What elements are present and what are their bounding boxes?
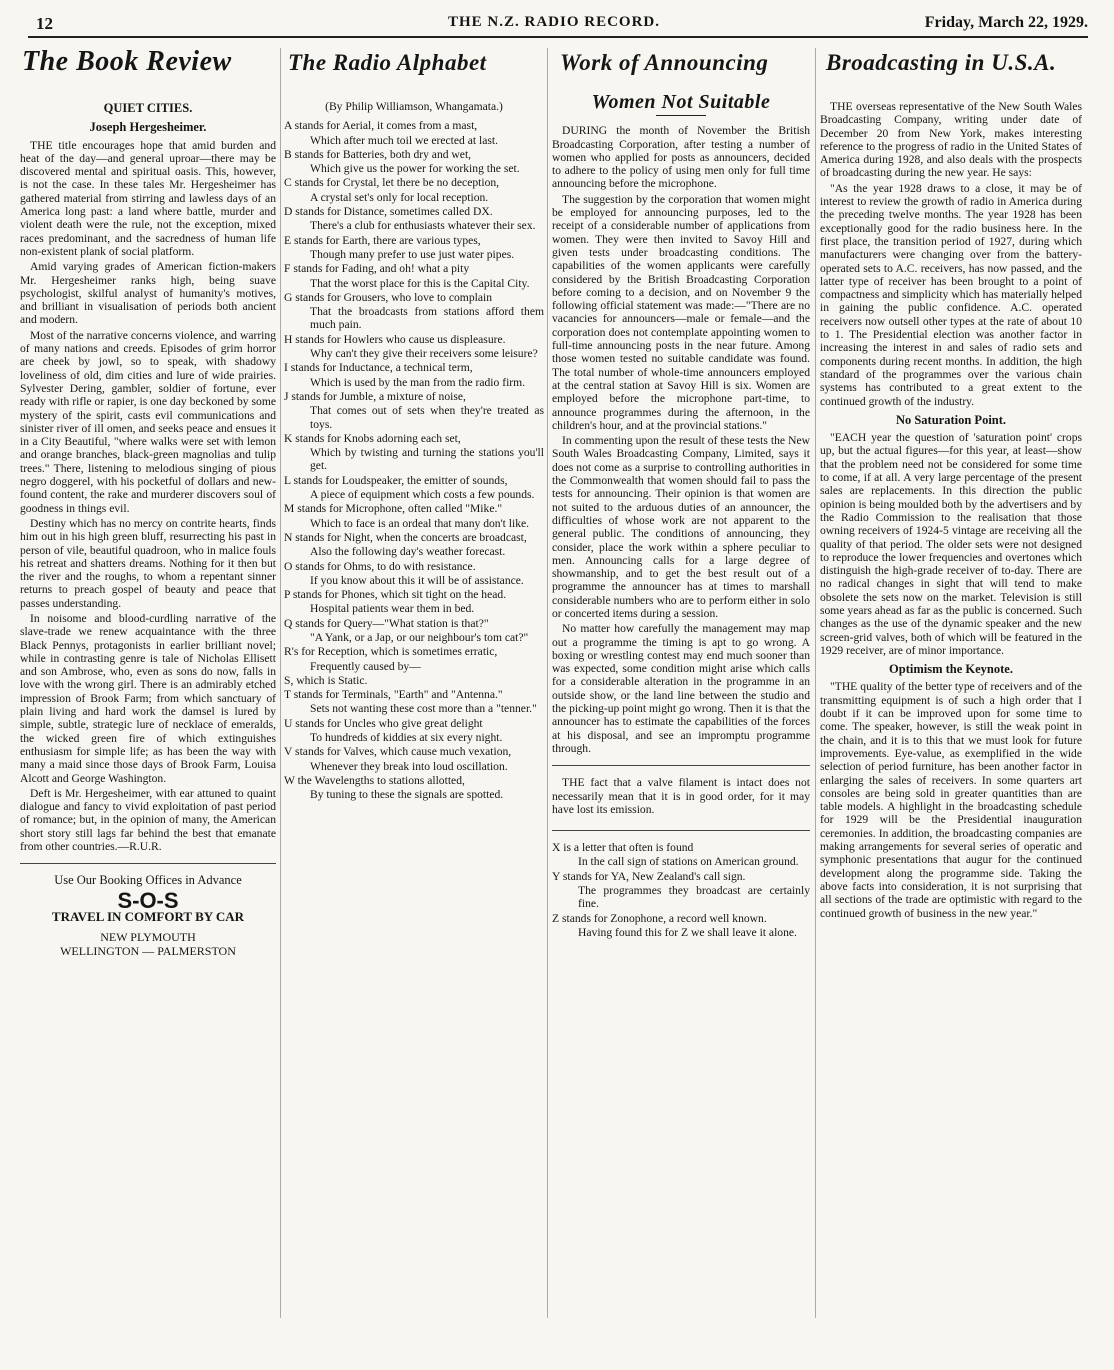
- alphabet-entry-continuation: Sets not wanting these cost more than a "tenner.": [310, 702, 537, 716]
- alphabet-entry: W the Wavelengths to stations allotted,: [284, 773, 465, 787]
- ad-brand: S-O-S: [117, 887, 179, 913]
- alphabet-entry: V stands for Valves, which cause much vexation,: [284, 745, 512, 759]
- paragraph: "THE quality of the better type of receivers and of the transmitting equipment is of such a high order that I doubt if it can be improved upon for some time to come. The speaker, however, is still the weak point in the chain, and it is to this that we must look for future improvements. Eye-value, as exemplified in the wide selection of period furniture, has been another factor in enlarging the sales of receivers. In some quarters art consoles are being sold in greater quantities than are table models. A highlight in the broadcasting schedule for 1929 will be the Presidential inauguration ceremonies. In addition, the broadcasting companies are making arrangements for several series of operatic and symphonic presentations that augur for the continued development along the programme side. Taking the above facts into consideration, it is not surprising that all sections of the trade are optimistic with regard to the continued growth of business in the new year.": [820, 680, 1082, 920]
- alphabet-entry-continuation: Having found this for Z we shall leave it alone.: [578, 925, 797, 939]
- alphabet-entry-continuation: Also the following day's weather forecast.: [310, 545, 506, 559]
- paragraph: Amid varying grades of American fiction-makers Mr. Hergesheimer ranks high, being suave psychologist, skilful analyst of humanity's motives, and brilliant in visualisation of periods both ancient and modern.: [20, 260, 276, 327]
- book-author: Joseph Hergesheimer.: [89, 120, 207, 135]
- alphabet-entry-continuation: The programmes they broadcast are certainly fine.: [578, 884, 810, 911]
- alphabet-entry-continuation: That the worst place for this is the Capital City.: [310, 276, 530, 290]
- alphabet-entry: K stands for Knobs adorning each set,: [284, 431, 461, 445]
- alphabet-entry: A stands for Aerial, it comes from a mast,: [284, 119, 478, 133]
- alphabet-entry-continuation: Why can't they give their receivers some leisure?: [310, 347, 538, 361]
- alphabet-entry: Z stands for Zonophone, a record well known.: [552, 911, 767, 925]
- paragraph: THE title encourages hope that amid burden and heat of the day—and general uproar—there may be discovered mental and spiritual oasis. This, however, is not the case. In these tales Mr. Hergesheimer has gathered material from stirring and lawless days of an America long past: a land where battle, murder and violent death were the rule, not the exception, mixed races predominant, and the sacredness of human life non-existent plank of social platform.: [20, 138, 276, 258]
- alphabet-entry: X is a letter that often is found: [552, 841, 694, 855]
- alphabet-heading: The Radio Alphabet: [288, 50, 487, 75]
- alphabet-entry-continuation: "A Yank, or a Jap, or our neighbour's tom cat?": [310, 630, 529, 644]
- divider: [20, 863, 276, 864]
- alphabet-entry: L stands for Loudspeaker, the emitter of sounds,: [284, 473, 508, 487]
- alphabet-column: [284, 100, 544, 803]
- alphabet-entry-continuation: Frequently caused by—: [310, 659, 421, 673]
- masthead-rule: [28, 36, 1088, 38]
- alphabet-entry: E stands for Earth, there are various types,: [284, 233, 481, 247]
- alphabet-entry-continuation: If you know about this it will be of assistance.: [310, 573, 524, 587]
- alphabet-entry: M stands for Microphone, often called "Mike.": [284, 502, 503, 516]
- alphabet-entry: G stands for Grousers, who love to complain: [284, 290, 493, 304]
- usa-body-optimism: [820, 680, 1082, 919]
- alphabet-list-continued: [552, 841, 810, 939]
- usa-subhead-optimism: Optimism the Keynote.: [889, 662, 1013, 677]
- alphabet-entry-continuation: Which is used by the man from the radio firm.: [310, 375, 526, 389]
- paragraph: "As the year 1928 draws to a close, it may be of interest to review the growth of radio in America during the preceding twelve months. The year 1928 has been exceptionally good for the radio business here. In the first place, the transition period of 1927, during which manufacturers were changing over from the battery-operated sets to A.C. receivers, has now passed, and the latter type of receiver has been brought to a point of compactness and simplicity which has materially helped in gaining the public confidence. A.C. operated receivers now outsell other types at the rate of about 10 to 1. The Presidential election was another factor in increasing the interest in and sales of radio sets and components during recent months. In addition, the high standard of the programmes over the various chain systems has contributed to a great extent to the continued growth of the industry.: [820, 181, 1082, 408]
- ad-line: Use Our Booking Offices in Advance: [54, 873, 242, 888]
- alphabet-entry-continuation: In the call sign of stations on American ground.: [578, 855, 799, 869]
- issue-date: Friday, March 22, 1929.: [924, 14, 1088, 31]
- column-rule: [815, 48, 816, 1318]
- announcing-heading: Work of Announcing: [560, 50, 769, 75]
- alphabet-entry: D stands for Distance, sometimes called DX.: [284, 205, 493, 219]
- divider: [552, 830, 810, 831]
- alphabet-entry-continuation: That comes out of sets when they're treated as toys.: [310, 404, 544, 431]
- alphabet-entry-continuation: That the broadcasts from stations afford them much pain.: [310, 305, 544, 332]
- ad-cities-2: WELLINGTON — PALMERSTON: [60, 943, 236, 958]
- alphabet-entry: U stands for Uncles who give great delight: [284, 716, 483, 730]
- alphabet-entry-continuation: Which by twisting and turning the stations you'll get.: [310, 446, 544, 473]
- paragraph: Deft is Mr. Hergesheimer, with ear attuned to quaint dialogue and fancy to vivid exploitation of past period of romance; but, in the opinion of many, the American short story still lags far behind the best that emanate from other countries.—R.U.R.: [20, 786, 276, 854]
- paragraph: No matter how carefully the management may map out a programme the timing is apt to go wrong. A boxing or wrestling contest may end much sooner than was expected, some condition might arise which calls for a considerable alteration in the programme in an outside show, or the land line between the studio and the picking-up point might go wrong. Then it is that the announcer has to estimate the capabilities of the forces at his disposal, and see an impromptu programme through.: [552, 622, 810, 755]
- paragraph: Destiny which has no mercy on contrite hearts, finds him out in his high green bluff, resurrecting his past in person of vile, beautiful quadroon, who in malice fouls his retreat and shatters dreams. Nothing for it then but the river and the roughs, to whom a repentant sinner returns to preach gospel of beauty and peace that passes understanding.: [20, 516, 276, 610]
- alphabet-byline: (By Philip Williamson, Whangamata.): [325, 100, 503, 113]
- alphabet-entry: J stands for Jumble, a mixture of noise,: [284, 389, 466, 403]
- alphabet-entry: C stands for Crystal, let there be no deception,: [284, 176, 500, 190]
- book-review-heading: The Book Review: [22, 46, 232, 77]
- paragraph: In noisome and blood-curdling narrative of the slave-trade we renew acquaintance with the three Black Pennys, protagonists in earlier brilliant novel; while in contrasting genre is tale of Nicholas Ellisett and son Ambrose, who, even as sons do now, falls in love with the wrong girl. There is an admirably etched impression of Brook Farm; from which sanctuary of plain living and hard work the damsel is lured by simple, subtle, strategic lure of necklace of emeralds, the wicked green fire of which extinguishes enthusiasm for simple life; as has been the way with many a maid since those days of Brook Farm, Louisa Alcott and George Washington.: [20, 611, 276, 785]
- book-review-body: [20, 139, 276, 854]
- paper-name: THE N.Z. RADIO RECORD.: [448, 14, 661, 30]
- ad-tagline: TRAVEL IN COMFORT BY CAR: [51, 908, 245, 924]
- alphabet-entry-continuation: Which after much toil we erected at last.: [310, 133, 498, 147]
- usa-body: [820, 100, 1082, 408]
- paragraph: In commenting upon the result of these tests the New South Wales Broadcasting Company, Limited, says it does not come as a surprise to controlling authorities in the Commonwealth that women should fail to pass the tests for announcing. Their opinion is that women are not suited to the arduous duties of an announcer, the difficulties of whose work are not apparent to the general public. The conditions of announcing, they consider, place the work within a sphere peculiar to men. Announcing calls for a large degree of showmanship, and to get the best result out of a programme the announcer has at times to marshall considerable numbers who are to perform either in solo or concerted items during a session.: [552, 434, 810, 620]
- alphabet-entry-continuation: Which give us the power for working the set.: [310, 162, 520, 176]
- alphabet-entry-continuation: Hospital patients wear them in bed.: [310, 602, 475, 616]
- usa-column: [820, 100, 1082, 922]
- alphabet-entry: O stands for Ohms, to do with resistance.: [284, 559, 476, 573]
- book-title: QUIET CITIES.: [103, 101, 193, 115]
- column-rule: [547, 48, 548, 1318]
- paragraph: The suggestion by the corporation that women might be employed for announcing purposes, led to the receipt of a considerable number of applications from women. They were then invited to Savoy Hill and given tests under broadcasting conditions. The capabilities of the women applicants were carefully considered by the British Broadcasting Corporation before coming to a decision, and on November 9 the following official statement was made:—"There are no vacancies for announcers—male or female—and the corporation does not contemplate appointing women to full-time announcing posts in the near future. Among those women tested no suitable candidate was found. The total number of whole-time announcers employed at the central station at Savoy Hill is six. Women are employed before the microphone part-time, to announce programmes during the afternoon, in the children's hour, and at the provincial stations.": [552, 192, 810, 432]
- alphabet-entry-continuation: Though many prefer to use just water pipes.: [310, 247, 515, 261]
- alphabet-entry: F stands for Fading, and oh! what a pity: [284, 262, 470, 276]
- announcing-body: [552, 124, 810, 755]
- alphabet-list: [284, 119, 544, 801]
- paragraph: DURING the month of November the British Broadcasting Corporation, after testing a number of women who applied for posts as announcers, decided to adhere to the policy of using men only for full time announcing before the microphone.: [552, 124, 810, 191]
- paragraph: "EACH year the question of 'saturation point' crops up, but the actual figures—for this year, at least—show that the problem need not be considered for some time to come, if at all. A very large percentage of the present sales are replacements. In this direction the public opinion is being moulded both by the advertisers and by the Radio Commission to the realisation that those owning receivers of 1924-5 vintage are receiving all the quality of that period. The older sets were not designed to reproduce the lower frequencies and overtones which distinguish the high-grade receiver of to-day. There are no radical changes in sight that will tend to make obsolete the sets now on the market. Television is still some years ahead as far as the public is concerned. Such changes as the use of the dynamic speaker and the new screen-grid valves, both of which will be featured in the 1929 receiver, are of minor importance.: [820, 431, 1082, 657]
- alphabet-entry: H stands for Howlers who cause us displeasure.: [284, 332, 506, 346]
- advertisement: [20, 874, 276, 958]
- announcing-subheading: Women Not Suitable: [591, 91, 771, 113]
- ad-cities-1: NEW PLYMOUTH: [100, 929, 196, 944]
- usa-subhead-saturation: No Saturation Point.: [895, 412, 1007, 427]
- divider: [552, 765, 810, 766]
- book-review-column: [20, 96, 276, 958]
- alphabet-entry-continuation: There's a club for enthusiasts whatever their sex.: [310, 219, 536, 233]
- page-number: 12: [36, 14, 53, 33]
- alphabet-entry-continuation: Whenever they break into loud oscillation.: [310, 759, 508, 773]
- divider: [656, 115, 706, 116]
- paragraph: Most of the narrative concerns violence, and warring of many nations and creeds. Episodes of grim horror are cheek by jowl, so to speak, with shadowy loveliness of old, dim cities and lure of wide prairies. Sylvester Dering, gambler, soldier of fortune, ever ready with rifle or rapier, is one day beckoned by some mystery of the spirit, casts evil communications and sinister river of ill omen, and seeks peace and ensues it in a City Beautiful, "where walks were set with lemon and orange branches, black-green magnolias and tulip trees." There, listening to melodious singing of pious negro doggerel, with his pocketful of dollars and new-found content, the rake and murderer discovers soul of goodness in things evil.: [20, 328, 276, 515]
- alphabet-entry: P stands for Phones, which sit tight on the head.: [284, 588, 507, 602]
- alphabet-entry: N stands for Night, when the concerts are broadcast,: [284, 530, 527, 544]
- alphabet-entry-continuation: A piece of equipment which costs a few pounds.: [310, 488, 535, 502]
- filler-note: THE fact that a valve filament is intact does not necessarily mean that it is in good order, for it may have lost its emission.: [552, 776, 810, 816]
- alphabet-entry: Y stands for YA, New Zealand's call sign.: [552, 869, 746, 883]
- alphabet-entry: B stands for Batteries, both dry and wet,: [284, 147, 472, 161]
- alphabet-entry: I stands for Inductance, a technical term,: [284, 361, 473, 375]
- masthead: [28, 10, 1088, 36]
- alphabet-entry: R's for Reception, which is sometimes erratic,: [284, 645, 498, 659]
- column-rule: [280, 48, 281, 1318]
- usa-body-saturation: [820, 431, 1082, 657]
- usa-heading: Broadcasting in U.S.A.: [826, 50, 1057, 75]
- alphabet-entry: Q stands for Query—"What station is that?": [284, 616, 489, 630]
- alphabet-entry: S, which is Static.: [284, 673, 368, 687]
- alphabet-entry-continuation: Which to face is an ordeal that many don't like.: [310, 516, 530, 530]
- paragraph: THE overseas representative of the New South Wales Broadcasting Company, writing under date of December 20 from New York, makes interesting reference to the progress of radio in the United States of America during 1928, and also deals with the prospects of broadcasting during the new year. He says:: [820, 100, 1082, 180]
- alphabet-entry-continuation: A crystal set's only for local reception.: [310, 190, 489, 204]
- alphabet-entry: T stands for Terminals, "Earth" and "Antenna.": [284, 688, 503, 702]
- announcing-column: [552, 91, 810, 940]
- alphabet-entry-continuation: By tuning to these the signals are spotted.: [310, 788, 504, 802]
- alphabet-entry-continuation: To hundreds of kiddies at six every night.: [310, 731, 503, 745]
